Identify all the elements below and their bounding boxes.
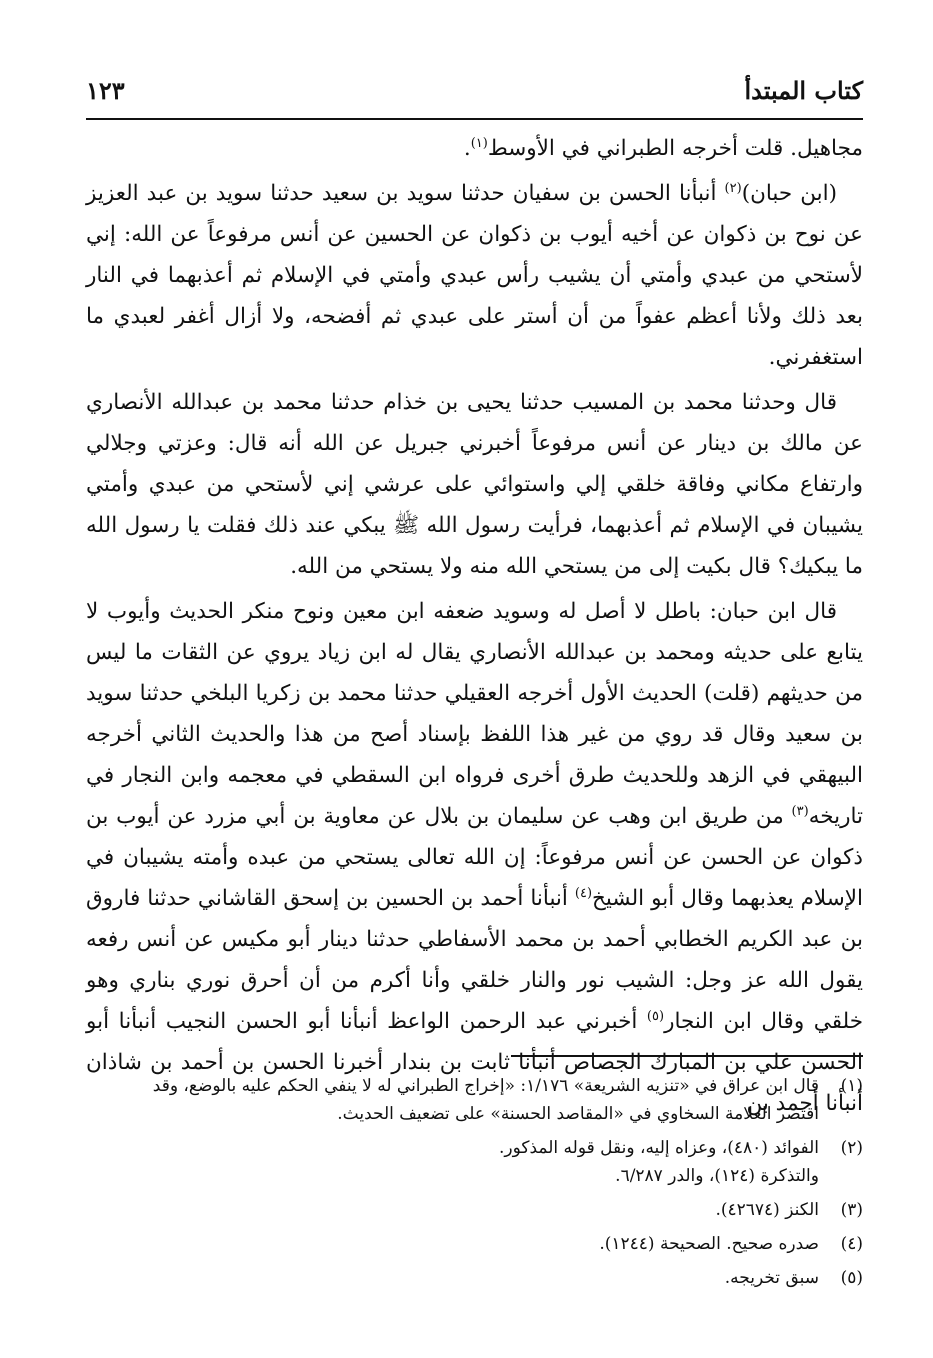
text-run: . xyxy=(463,136,471,161)
header-rule xyxy=(86,118,863,120)
footnote xyxy=(86,1230,863,1258)
footnote-number: (٣) xyxy=(840,1200,863,1220)
page-number: ١٢٣ xyxy=(86,76,125,105)
footnote-ref: (٢) xyxy=(724,180,742,196)
footnote xyxy=(86,1196,863,1224)
paragraph xyxy=(86,173,863,378)
text-run: مجاهيل. قلت أخرجه الطبراني في الأوسط xyxy=(487,136,863,161)
paragraph xyxy=(86,128,863,169)
footnote-line: والتذكرة (١٢٤)، والدر ٦/٢٨٧. xyxy=(615,1166,819,1186)
footnote-text xyxy=(86,1072,819,1128)
footnote xyxy=(86,1134,863,1190)
chapter-title: كتاب المبتدأ xyxy=(744,76,863,105)
footnote-line: سبق تخريجه. xyxy=(724,1268,819,1288)
footnotes xyxy=(86,1072,863,1298)
text-run: أنبأنا الحسن بن سفيان حدثنا سويد بن سعيد حدثنا سويد بن عبد العزيز عن نوح بن ذكوان عن أخيه أيوب بن ذكوان عن الحسين عن أنس مرفوعاً عن الله: إني لأستحي من عبدي وأمتي أن يشيب رأس عبدي وأمتي في الإسلام ثم أعذبهما في النار بعد ذلك ولأنا أعظم عفواً من أن أستر على عبدي ثم أفضحه، ولا أزال أغفر لعبدي ما استغفرني. xyxy=(86,181,863,370)
footnote-line: صدره صحيح. الصحيحة (١٢٤٤). xyxy=(599,1234,819,1254)
footnote-number: (٥) xyxy=(840,1268,863,1288)
footnote-line: الفوائد (٤٨٠)، وعزاه إليه، ونقل قوله المذكور. xyxy=(498,1138,819,1158)
footnote-number: (٢) xyxy=(840,1138,863,1158)
page-header xyxy=(86,74,863,114)
text-run: من طريق ابن وهب عن سليمان بن بلال عن معاوية بن أبي مزرد عن أيوب بن ذكوان عن الحسن عن أنس مرفوعاً: إن الله تعالى يستحي من عبده وأمته يشيبان في الإسلام يعذبهما وقال أبو الشيخ xyxy=(86,804,863,911)
footnote-text xyxy=(86,1230,819,1258)
footnote xyxy=(86,1264,863,1292)
footnote-text xyxy=(86,1196,819,1224)
text-run: قال ابن حبان: باطل لا أصل له وسويد ضعفه ابن معين ونوح منكر الحديث وأيوب لا يتابع على حديثه ومحمد بن عبدالله الأنصاري يقال له ابن زياد يروي عن الثقات ما ليس من حديثهم (قلت) الحديث الأول أخرجه العقيلي حدثنا محمد بن زكريا البلخي حدثنا سويد بن سعيد وقال قد روي من غير هذا اللفظ بإسناد أصح من هذا والحديث الثاني أخرجه البيهقي في الزهد وللحديث طرق أخرى فرواه ابن السقطي في معجمه وابن النجار في تاريخه xyxy=(86,599,863,829)
footnote-line: قال ابن عراق في «تنزيه الشريعة» ١/١٧٦: «إخراج الطبراني له لا ينفي الحكم عليه بالوضع، وقد xyxy=(152,1076,819,1096)
footnote-text xyxy=(86,1264,819,1292)
footnote-ref: (١) xyxy=(470,135,488,151)
paragraph xyxy=(86,591,863,1124)
text-run: قال وحدثنا محمد بن المسيب حدثنا يحيى بن خذام حدثنا محمد بن عبدالله الأنصاري عن مالك بن دينار عن أنس مرفوعاً أخبرني جبريل عن الله أنه قال: وعزتي وجلالي وارتفاع مكاني وفاقة خلقي إلي واستوائي على عرشي إني لأستحي من عبدي وأمتي يشيبان في الإسلام ثم أعذبهما، فرأيت رسول الله ﷺ يبكي عند ذلك فقلت يا رسول الله ما يبكيك؟ قال بكيت إلى من يستحي الله منه ولا يستحي من الله. xyxy=(86,390,863,579)
main-text xyxy=(86,128,863,1128)
footnote-rule xyxy=(511,1055,863,1057)
footnote-number: (١) xyxy=(840,1076,863,1096)
paragraph xyxy=(86,382,863,587)
text-run: أنبأنا أحمد بن الحسين بن إسحق القاشاني حدثنا فاروق بن عبد الكريم الخطابي أحمد بن محمد الأسفاطي حدثنا دينار أبو مكيس عن أنس رفعه يقول الله عز وجل: الشيب نور والنار خلقي وأنا أكرم من أن أحرق نوري بناري وهو خلقي وقال ابن النجار xyxy=(86,886,864,1034)
text-run: (ابن حبان) xyxy=(741,181,837,206)
footnote-ref: (٥) xyxy=(646,1008,665,1024)
footnote-line: اقتصر العلامة السخاوي في «المقاصد الحسنة» على تضعيف الحديث. xyxy=(337,1104,819,1124)
footnote-text xyxy=(86,1134,819,1190)
footnote-ref: (٤) xyxy=(574,885,593,901)
footnote-line: الكنز (٤٢٦٧٤). xyxy=(715,1200,819,1220)
footnote-number: (٤) xyxy=(840,1234,863,1254)
text-run: أخبرني عبد الرحمن الواعظ أنبأنا أبو الحسن النجيب أنبأنا أبو الحسن علي بن المبارك الجصاص أنبأنا ثابت بن بندار أخبرنا الحسن بن أحمد بن شاذان أنبأنا أحمد بن xyxy=(86,1009,863,1116)
footnote-ref: (٣) xyxy=(791,803,809,819)
footnote xyxy=(86,1072,863,1128)
